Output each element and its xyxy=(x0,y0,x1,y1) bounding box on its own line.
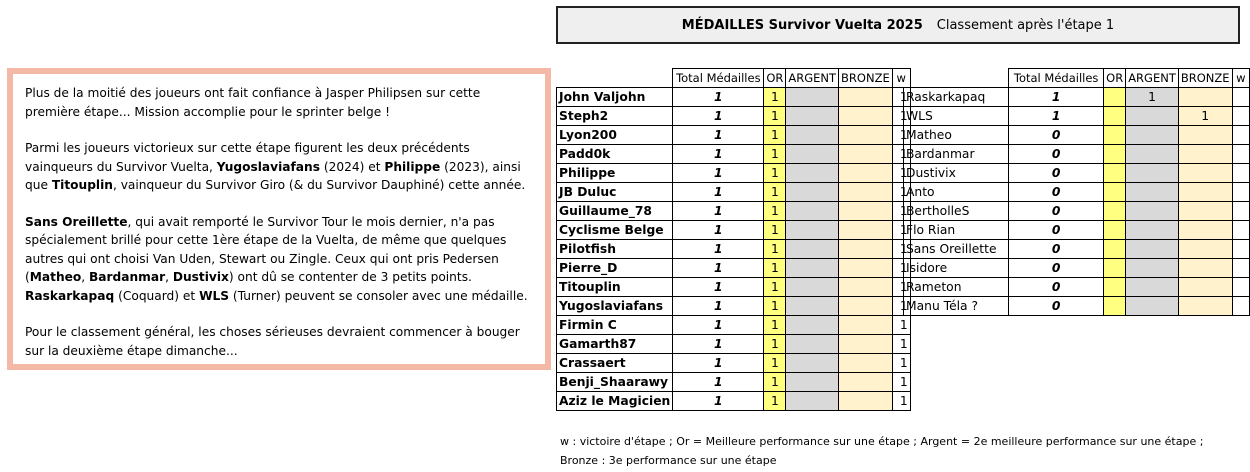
total-medals: 1 xyxy=(673,88,764,107)
argent-cell xyxy=(786,335,839,354)
comment-text-run: (2023), ainsi que xyxy=(25,159,521,192)
w-cell: 1 xyxy=(892,278,910,297)
or-cell: 1 xyxy=(764,316,786,335)
bronze-cell xyxy=(839,354,893,373)
comment-bold-text: Raskarkapaq xyxy=(25,288,115,303)
table-row xyxy=(557,392,911,411)
player-name: Raskarkapaq xyxy=(904,88,1009,107)
comment-text-run: , vainqueur du Survivor Giro (& du Survivor Dauphiné) cette année. xyxy=(112,178,526,192)
table-row xyxy=(557,316,911,335)
w-cell: 1 xyxy=(892,164,910,183)
bronze-cell xyxy=(1178,297,1232,316)
or-cell: 1 xyxy=(764,335,786,354)
argent-cell xyxy=(1126,278,1179,297)
player-name: Flo Rian xyxy=(904,221,1009,240)
or-cell: 1 xyxy=(764,259,786,278)
or-cell: 1 xyxy=(764,240,786,259)
or-cell xyxy=(1104,107,1126,126)
or-cell xyxy=(1104,183,1126,202)
player-name: Gamarth87 xyxy=(557,335,673,354)
bronze-cell xyxy=(839,107,893,126)
player-name: Titouplin xyxy=(557,278,673,297)
total-medals: 1 xyxy=(673,259,764,278)
title-box xyxy=(556,6,1240,44)
w-cell: 1 xyxy=(892,202,910,221)
table-row xyxy=(904,145,1250,164)
total-medals: 1 xyxy=(673,183,764,202)
comment-bold-text: Bardanmar xyxy=(89,270,166,284)
table-row xyxy=(904,202,1250,221)
total-medals: 1 xyxy=(673,392,764,411)
bronze-cell xyxy=(839,164,893,183)
player-name: Benji_Shaarawy xyxy=(557,373,673,392)
or-cell xyxy=(1104,278,1126,297)
or-cell: 1 xyxy=(764,126,786,145)
w-cell xyxy=(1232,297,1249,316)
w-cell xyxy=(1232,107,1249,126)
player-name: Dustivix xyxy=(904,164,1009,183)
total-medals: 1 xyxy=(673,354,764,373)
w-cell: 1 xyxy=(892,316,910,335)
comment-text-run: ) ont dû se contenter de 3 petits points. xyxy=(228,270,472,284)
table-row xyxy=(557,354,911,373)
or-cell xyxy=(1104,88,1126,107)
w-cell xyxy=(1232,240,1249,259)
bronze-cell xyxy=(839,259,893,278)
w-cell: 1 xyxy=(892,126,910,145)
bronze-cell xyxy=(839,240,893,259)
total-medals: 1 xyxy=(673,202,764,221)
comment-text-run: Pour le classement général, les choses sérieuses devraient commencer à bouger sur la deuxième étape dimanche... xyxy=(25,325,520,358)
or-cell xyxy=(1104,297,1126,316)
header-or: OR xyxy=(1104,69,1126,88)
table-row xyxy=(904,278,1250,297)
bronze-cell xyxy=(839,392,893,411)
argent-cell: 1 xyxy=(1126,88,1179,107)
w-cell xyxy=(1232,202,1249,221)
comment-bold-text: Sans Oreillette xyxy=(25,214,128,229)
bronze-cell xyxy=(1178,88,1232,107)
comment-bold-text: Yugoslaviafans xyxy=(216,159,320,174)
comment-box xyxy=(7,68,551,370)
player-name: Padd0k xyxy=(557,145,673,164)
w-cell: 1 xyxy=(892,240,910,259)
table-row xyxy=(904,259,1250,278)
argent-cell xyxy=(786,145,839,164)
header-total: Total Médailles xyxy=(673,69,764,88)
table-row xyxy=(904,126,1250,145)
player-name: Lyon200 xyxy=(557,126,673,145)
comment-text-run: (Turner) peuvent se consoler avec une médaille. xyxy=(229,288,528,303)
table-row xyxy=(904,88,1250,107)
table-header-row xyxy=(557,69,911,88)
player-name: Manu Téla ? xyxy=(904,297,1009,316)
argent-cell xyxy=(1126,221,1179,240)
header-argent: ARGENT xyxy=(1126,69,1179,88)
player-name: Matheo xyxy=(904,126,1009,145)
page-subtitle: Classement après l'étape 1 xyxy=(936,17,1115,33)
medals-table-right xyxy=(903,68,1250,316)
w-cell: 1 xyxy=(892,221,910,240)
w-cell xyxy=(1232,183,1249,202)
w-cell: 1 xyxy=(892,259,910,278)
total-medals: 0 xyxy=(1009,164,1104,183)
comment-text-run: Plus de la moitié des joueurs ont fait confiance à Jasper Philipsen sur cette première étape... Mission accomplie pour le sprinter belge ! xyxy=(25,86,481,119)
player-name: Pilotfish xyxy=(557,240,673,259)
w-cell: 1 xyxy=(892,335,910,354)
comment-text-run: , xyxy=(165,270,173,284)
argent-cell xyxy=(1126,183,1179,202)
player-name: Yugoslaviafans xyxy=(557,297,673,316)
player-name: Crassaert xyxy=(557,354,673,373)
table-row xyxy=(557,240,911,259)
player-name: Steph2 xyxy=(557,107,673,126)
comment-bold-text: Philippe xyxy=(384,159,441,174)
bronze-cell: 1 xyxy=(1178,107,1232,126)
or-cell xyxy=(1104,259,1126,278)
argent-cell xyxy=(786,297,839,316)
table-row xyxy=(557,373,911,392)
or-cell: 1 xyxy=(764,107,786,126)
bronze-cell xyxy=(839,221,893,240)
w-cell xyxy=(1232,126,1249,145)
or-cell: 1 xyxy=(764,183,786,202)
argent-cell xyxy=(786,202,839,221)
or-cell: 1 xyxy=(764,278,786,297)
bronze-cell xyxy=(1178,183,1232,202)
argent-cell xyxy=(1126,164,1179,183)
or-cell: 1 xyxy=(764,354,786,373)
bronze-cell xyxy=(1178,240,1232,259)
player-name: Firmin C xyxy=(557,316,673,335)
or-cell xyxy=(1104,164,1126,183)
bronze-cell xyxy=(839,88,893,107)
total-medals: 1 xyxy=(673,240,764,259)
bronze-cell xyxy=(839,297,893,316)
argent-cell xyxy=(1126,145,1179,164)
w-cell: 1 xyxy=(892,183,910,202)
player-name: Anto xyxy=(904,183,1009,202)
total-medals: 1 xyxy=(673,335,764,354)
table-row xyxy=(557,183,911,202)
bronze-cell xyxy=(839,335,893,354)
bronze-cell xyxy=(1178,164,1232,183)
argent-cell xyxy=(786,88,839,107)
or-cell xyxy=(1104,221,1126,240)
table-row xyxy=(557,164,911,183)
argent-cell xyxy=(1126,202,1179,221)
player-name: JB Duluc xyxy=(557,183,673,202)
player-name: Cyclisme Belge xyxy=(557,221,673,240)
table-row xyxy=(557,88,911,107)
table-row xyxy=(557,335,911,354)
or-cell: 1 xyxy=(764,373,786,392)
w-cell xyxy=(1232,145,1249,164)
comment-bold-text: WLS xyxy=(199,288,230,303)
table-row xyxy=(557,145,911,164)
bronze-cell xyxy=(1178,278,1232,297)
w-cell: 1 xyxy=(892,354,910,373)
player-name: Bardanmar xyxy=(904,145,1009,164)
or-cell: 1 xyxy=(764,145,786,164)
argent-cell xyxy=(786,221,839,240)
table-row xyxy=(904,297,1250,316)
w-cell: 1 xyxy=(892,107,910,126)
player-name: Pierre_D xyxy=(557,259,673,278)
comment-paragraph xyxy=(25,323,533,360)
player-name: John Valjohn xyxy=(557,88,673,107)
argent-cell xyxy=(1126,240,1179,259)
header-argent: ARGENT xyxy=(786,69,839,88)
comment-text-run: Parmi les joueurs victorieux sur cette étape figurent les deux précédents vainqueurs du Survivor Vuelta, xyxy=(25,141,470,174)
total-medals: 1 xyxy=(673,316,764,335)
total-medals: 0 xyxy=(1009,183,1104,202)
total-medals: 1 xyxy=(673,107,764,126)
bronze-cell xyxy=(1178,145,1232,164)
comment-bold-text: Titouplin xyxy=(51,178,113,192)
header-bronze: BRONZE xyxy=(1178,69,1232,88)
bronze-cell xyxy=(839,202,893,221)
or-cell: 1 xyxy=(764,202,786,221)
argent-cell xyxy=(1126,259,1179,278)
table-row xyxy=(557,278,911,297)
bronze-cell xyxy=(839,373,893,392)
or-cell: 1 xyxy=(764,221,786,240)
total-medals: 0 xyxy=(1009,259,1104,278)
table-row xyxy=(904,183,1250,202)
w-cell xyxy=(1232,221,1249,240)
total-medals: 1 xyxy=(673,373,764,392)
table-header-row xyxy=(904,69,1250,88)
header-total: Total Médailles xyxy=(1009,69,1104,88)
page-title: MÉDAILLES Survivor Vuelta 2025 xyxy=(681,17,923,33)
legend-line: Bronze : 3e performance sur une étape xyxy=(560,454,777,467)
table-row xyxy=(904,164,1250,183)
or-cell: 1 xyxy=(764,88,786,107)
table-row xyxy=(557,259,911,278)
bronze-cell xyxy=(839,145,893,164)
header-or: OR xyxy=(764,69,786,88)
total-medals: 1 xyxy=(673,297,764,316)
header-bronze: BRONZE xyxy=(839,69,893,88)
player-name: Isidore xyxy=(904,259,1009,278)
comment-bold-text: Dustivix xyxy=(172,270,229,284)
argent-cell xyxy=(786,316,839,335)
player-name: Rameton xyxy=(904,278,1009,297)
header-blank xyxy=(904,69,1009,88)
or-cell: 1 xyxy=(764,297,786,316)
total-medals: 0 xyxy=(1009,126,1104,145)
argent-cell xyxy=(1126,297,1179,316)
total-medals: 1 xyxy=(673,278,764,297)
argent-cell xyxy=(786,373,839,392)
w-cell: 1 xyxy=(892,373,910,392)
w-cell xyxy=(1232,164,1249,183)
total-medals: 1 xyxy=(1009,107,1104,126)
total-medals: 1 xyxy=(673,221,764,240)
comment-paragraph xyxy=(25,139,533,195)
or-cell: 1 xyxy=(764,164,786,183)
argent-cell xyxy=(1126,107,1179,126)
argent-cell xyxy=(1126,126,1179,145)
bronze-cell xyxy=(1178,221,1232,240)
comment-text-run: , qui avait remporté le Survivor Tour le mois dernier, n'a pas spécialement brillé pour cette 1ère étape de la Vuelta, de même que quelques autres qui ont choisi Van Uden, Stewart ou Zingle. Ceux qui ont pris Pedersen ( xyxy=(25,214,507,284)
player-name: Aziz le Magicien xyxy=(557,392,673,411)
comment-text-run: (Coquard) et xyxy=(114,288,200,303)
argent-cell xyxy=(786,354,839,373)
or-cell xyxy=(1104,145,1126,164)
argent-cell xyxy=(786,259,839,278)
table-row xyxy=(557,297,911,316)
w-cell: 1 xyxy=(892,145,910,164)
total-medals: 0 xyxy=(1009,297,1104,316)
w-cell: 1 xyxy=(892,392,910,411)
total-medals: 0 xyxy=(1009,145,1104,164)
or-cell: 1 xyxy=(764,392,786,411)
total-medals: 1 xyxy=(1009,88,1104,107)
bronze-cell xyxy=(839,183,893,202)
header-blank xyxy=(557,69,673,88)
bronze-cell xyxy=(1178,259,1232,278)
comment-text-run: (2024) et xyxy=(319,159,385,174)
legend xyxy=(560,432,1240,470)
bronze-cell xyxy=(1178,126,1232,145)
comment-paragraph xyxy=(25,84,533,121)
argent-cell xyxy=(786,126,839,145)
w-cell xyxy=(1232,278,1249,297)
argent-cell xyxy=(786,183,839,202)
table-row xyxy=(904,221,1250,240)
total-medals: 0 xyxy=(1009,202,1104,221)
or-cell xyxy=(1104,126,1126,145)
comment-text-run: , xyxy=(81,270,90,284)
player-name: Sans Oreillette xyxy=(904,240,1009,259)
argent-cell xyxy=(786,164,839,183)
bronze-cell xyxy=(839,126,893,145)
table-row xyxy=(904,240,1250,259)
player-name: Philippe xyxy=(557,164,673,183)
or-cell xyxy=(1104,202,1126,221)
comment-bold-text: Matheo xyxy=(29,270,82,284)
total-medals: 0 xyxy=(1009,240,1104,259)
comment-paragraph xyxy=(25,213,533,306)
argent-cell xyxy=(786,107,839,126)
table-row xyxy=(557,107,911,126)
w-cell: 1 xyxy=(892,88,910,107)
bronze-cell xyxy=(839,278,893,297)
table-row xyxy=(904,107,1250,126)
total-medals: 1 xyxy=(673,164,764,183)
table-row xyxy=(557,126,911,145)
bronze-cell xyxy=(1178,202,1232,221)
or-cell xyxy=(1104,240,1126,259)
player-name: WLS xyxy=(904,107,1009,126)
header-w: w xyxy=(892,69,910,88)
argent-cell xyxy=(786,392,839,411)
bronze-cell xyxy=(839,316,893,335)
player-name: Guillaume_78 xyxy=(557,202,673,221)
player-name: BertholleS xyxy=(904,202,1009,221)
w-cell xyxy=(1232,88,1249,107)
medals-table-left xyxy=(556,68,911,411)
table-row xyxy=(557,221,911,240)
total-medals: 0 xyxy=(1009,278,1104,297)
argent-cell xyxy=(786,240,839,259)
total-medals: 0 xyxy=(1009,221,1104,240)
w-cell xyxy=(1232,259,1249,278)
total-medals: 1 xyxy=(673,126,764,145)
table-row xyxy=(557,202,911,221)
total-medals: 1 xyxy=(673,145,764,164)
header-w: w xyxy=(1232,69,1249,88)
argent-cell xyxy=(786,278,839,297)
legend-line: w : victoire d'étape ; Or = Meilleure performance sur une étape ; Argent = 2e meilleure performance sur une étape ; xyxy=(560,435,1204,448)
comment-text xyxy=(13,74,545,364)
w-cell: 1 xyxy=(892,297,910,316)
